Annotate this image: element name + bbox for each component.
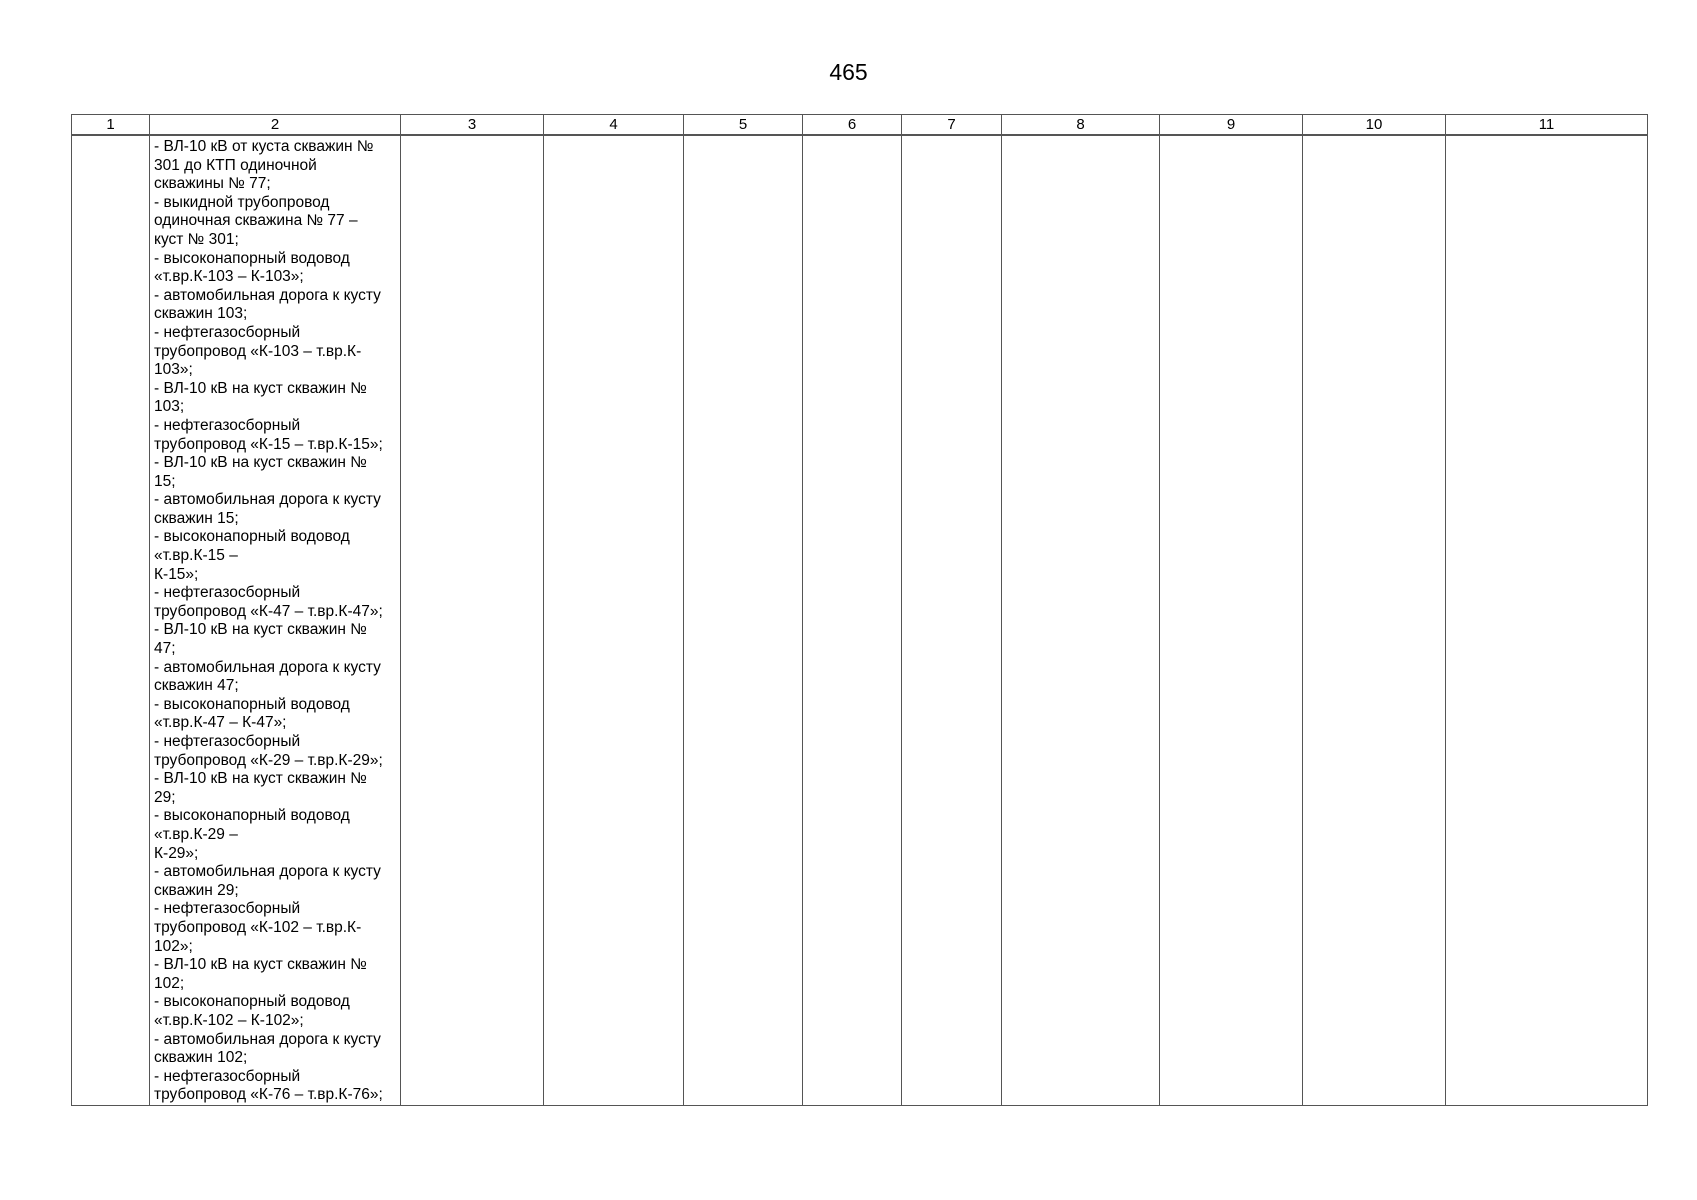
table-cell [401, 135, 544, 1105]
list-item-line: трубопровод «К-76 – т.вр.К-76»; [154, 1086, 383, 1104]
object-list-cell [150, 135, 401, 1105]
list-item-line: 47; [154, 640, 176, 658]
list-item-line: - автомобильная дорога к кусту [154, 658, 381, 676]
list-item-line: трубопровод «К-15 – т.вр.К-15»; [154, 435, 383, 453]
list-item-line: трубопровод «К-103 – т.вр.К- [154, 342, 362, 360]
list-item-line: скважин 102; [154, 1049, 248, 1067]
list-item-line: 103; [154, 398, 185, 416]
list-item-line: - автомобильная дорога к кусту [154, 491, 381, 509]
table-cell [684, 135, 803, 1105]
list-item-line: 102; [154, 974, 185, 992]
list-item-line: - высоконапорный водовод [154, 528, 350, 546]
object-list [154, 138, 397, 1105]
list-item-line: трубопровод «К-29 – т.вр.К-29»; [154, 751, 383, 769]
list-item-line: - высоконапорный водовод [154, 993, 350, 1011]
list-item-line: «т.вр.К-15 – [154, 547, 238, 565]
list-item-line: - нефтегазосборный [154, 733, 301, 750]
column-header: 9 [1160, 115, 1303, 136]
column-header: 4 [544, 115, 684, 136]
list-item-line: - автомобильная дорога к кусту [154, 863, 381, 881]
table-cell [902, 135, 1002, 1105]
table-cell [1446, 135, 1648, 1105]
list-item-line: - нефтегазосборный [154, 900, 301, 918]
table-cell [1303, 135, 1446, 1105]
list-item-line: - высоконапорный водовод [154, 695, 350, 713]
list-item-line: 29; [154, 788, 176, 806]
list-item-line: «т.вр.К-103 – К-103»; [154, 268, 304, 286]
column-header: 3 [401, 115, 544, 136]
list-item-line: К-15»; [154, 565, 199, 583]
list-item-line: - нефтегазосборный [154, 416, 301, 434]
list-item-line: К-29»; [154, 844, 199, 862]
list-item-line: - ВЛ-10 кВ на куст скважин № [154, 379, 367, 397]
list-item-line: - ВЛ-10 кВ на куст скважин № [154, 454, 367, 472]
list-item-line: - ВЛ-10 кВ на куст скважин № [154, 770, 367, 788]
list-item-line: - автомобильная дорога к кусту [154, 1030, 381, 1048]
list-item-line: 301 до КТП одиночной [154, 156, 317, 174]
list-item-line: одиночная скважина № 77 – [154, 212, 358, 230]
table-row [72, 135, 1648, 1105]
list-item-line: скважин 29; [154, 881, 239, 899]
column-header: 6 [803, 115, 902, 136]
column-header: 1 [72, 115, 150, 136]
list-item-line: - ВЛ-10 кВ от куста скважин № [154, 138, 374, 155]
list-item-line: скважин 47; [154, 677, 239, 695]
list-item-line: трубопровод «К-102 – т.вр.К- [154, 918, 362, 936]
list-item-line: - ВЛ-10 кВ на куст скважин № [154, 956, 367, 974]
list-item-line: - нефтегазосборный [154, 584, 301, 602]
column-header: 11 [1446, 115, 1648, 136]
list-item-line: 103»; [154, 361, 193, 379]
page-number: 465 [829, 59, 868, 85]
list-item-line: - выкидной трубопровод [154, 193, 330, 211]
table-cell [1160, 135, 1303, 1105]
column-header: 2 [150, 115, 401, 136]
table-cell [1002, 135, 1160, 1105]
column-header: 5 [684, 115, 803, 136]
list-item-line: - автомобильная дорога к кусту [154, 286, 381, 304]
header-row [72, 115, 1648, 136]
table-cell [544, 135, 684, 1105]
column-header: 7 [902, 115, 1002, 136]
column-header: 8 [1002, 115, 1160, 136]
document-table [71, 114, 1648, 1106]
list-item-line: скважин 103; [154, 305, 248, 323]
list-item-line: - нефтегазосборный [154, 1067, 301, 1085]
list-item-line: - ВЛ-10 кВ на куст скважин № [154, 621, 367, 639]
column-header: 10 [1303, 115, 1446, 136]
list-item-line: - высоконапорный водовод [154, 807, 350, 825]
list-item-line: 102»; [154, 937, 193, 955]
table-cell [72, 135, 150, 1105]
list-item-line: скважин 15; [154, 509, 239, 527]
table-cell [803, 135, 902, 1105]
list-item-line: скважины № 77; [154, 175, 271, 193]
list-item-line: куст № 301; [154, 230, 239, 248]
list-item-line: «т.вр.К-47 – К-47»; [154, 714, 287, 732]
list-item-line: 15; [154, 472, 176, 490]
list-item-line: - нефтегазосборный [154, 323, 301, 341]
list-item-line: трубопровод «К-47 – т.вр.К-47»; [154, 602, 383, 620]
list-item-line: «т.вр.К-29 – [154, 825, 238, 843]
list-item-line: - высоконапорный водовод [154, 249, 350, 267]
list-item-line: «т.вр.К-102 – К-102»; [154, 1011, 304, 1029]
